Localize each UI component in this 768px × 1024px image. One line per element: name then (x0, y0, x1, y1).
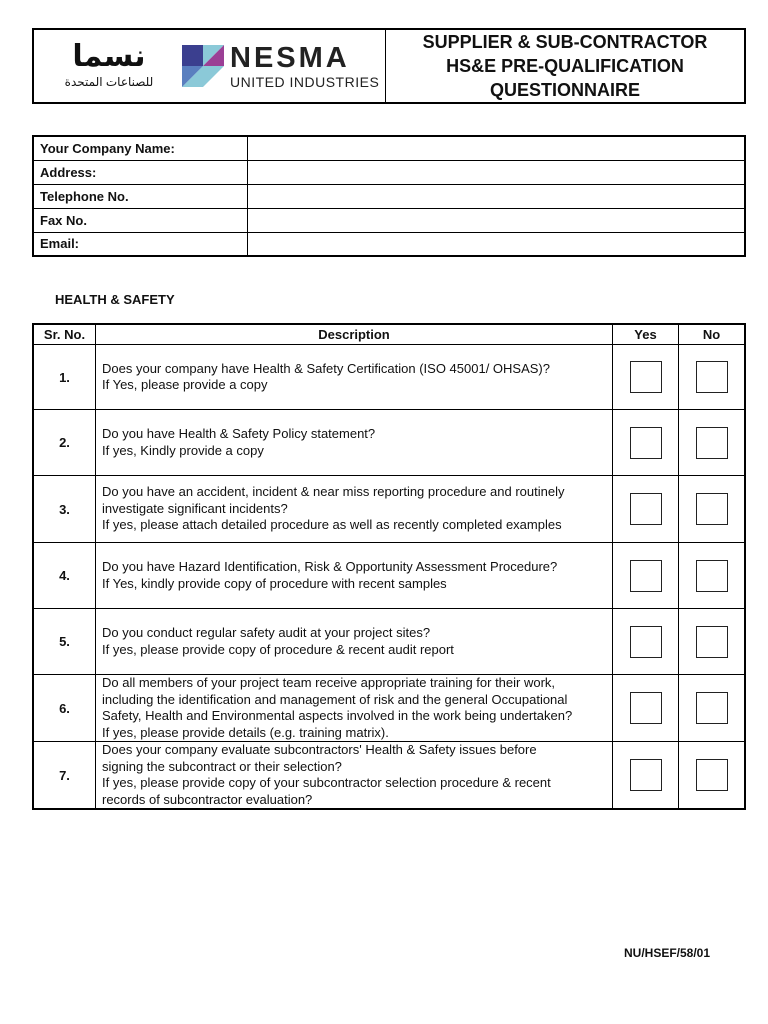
question-line: If yes, please attach detailed procedure as well as recently completed examples (102, 517, 562, 533)
no-cell (679, 543, 746, 609)
info-row (33, 232, 745, 256)
question-line: including the identification and management of risk and the general Occupational (102, 691, 568, 707)
arabic-brand-name: نسما (72, 40, 146, 73)
question-line: If yes, Kindly provide a copy (102, 442, 264, 458)
yes-cell (613, 609, 679, 675)
yes-checkbox[interactable] (630, 692, 662, 724)
yes-checkbox[interactable] (630, 759, 662, 791)
question-number: 1. (33, 345, 96, 410)
question-number: 3. (33, 476, 96, 543)
document-header (32, 28, 746, 104)
question-row (33, 476, 745, 543)
yes-cell (613, 675, 679, 742)
question-line: Do you conduct regular safety audit at your project sites? (102, 625, 431, 640)
question-row (33, 742, 745, 810)
yes-checkbox[interactable] (630, 427, 662, 459)
yes-checkbox[interactable] (630, 493, 662, 525)
col-header-description: Description (96, 324, 613, 345)
yes-checkbox[interactable] (630, 361, 662, 393)
info-label: Your Company Name: (33, 136, 247, 160)
info-value-field[interactable] (247, 208, 745, 232)
info-label: Email: (33, 232, 247, 256)
question-number: 4. (33, 543, 96, 609)
no-cell (679, 410, 746, 476)
question-line: Does your company evaluate subcontractors' Health & Safety issues before (102, 742, 537, 757)
no-cell (679, 345, 746, 410)
question-description (96, 543, 613, 609)
question-line: If yes, please provide copy of your subcontractor selection procedure & recent (102, 775, 551, 790)
company-logo (34, 30, 386, 102)
title-line: HS&E PRE-QUALIFICATION (446, 56, 684, 76)
no-checkbox[interactable] (696, 692, 728, 724)
document-title (386, 30, 744, 102)
info-value-field[interactable] (247, 160, 745, 184)
question-line: Safety, Health and Environmental aspects involved in the work being undertaken? (102, 708, 573, 723)
title-line: SUPPLIER & SUB-CONTRACTOR (422, 32, 708, 52)
info-label: Address: (33, 160, 247, 184)
no-checkbox[interactable] (696, 560, 728, 592)
question-description (96, 675, 613, 742)
question-description (96, 410, 613, 476)
question-line: Does your company have Health & Safety Certification (ISO 45001/ OHSAS)? (102, 360, 550, 376)
no-cell (679, 609, 746, 675)
yes-checkbox[interactable] (630, 560, 662, 592)
table-header-row (33, 324, 745, 345)
brand-block (230, 43, 379, 90)
question-row (33, 345, 745, 410)
question-number: 7. (33, 742, 96, 810)
questionnaire-table (32, 323, 746, 810)
info-value-field[interactable] (247, 184, 745, 208)
question-row (33, 609, 745, 675)
yes-cell (613, 345, 679, 410)
question-number: 6. (33, 675, 96, 742)
info-row (33, 208, 745, 232)
info-label: Telephone No. (33, 184, 247, 208)
question-number: 2. (33, 410, 96, 476)
no-checkbox[interactable] (696, 759, 728, 791)
question-row (33, 410, 745, 476)
section-title: HEALTH & SAFETY (55, 292, 175, 307)
question-line: If Yes, kindly provide copy of procedure with recent samples (102, 575, 447, 591)
question-description (96, 345, 613, 410)
question-description (96, 742, 613, 810)
info-row (33, 160, 745, 184)
question-line: signing the subcontract or their selection? (102, 758, 342, 774)
title-line: QUESTIONNAIRE (489, 80, 640, 100)
arabic-brand-subtitle: للصناعات المتحدة (64, 75, 154, 89)
no-checkbox[interactable] (696, 493, 728, 525)
col-header-yes: Yes (613, 324, 679, 345)
yes-cell (613, 410, 679, 476)
question-line: Do you have Hazard Identification, Risk & Opportunity Assessment Procedure? (102, 559, 558, 574)
question-line: Do you have an accident, incident & near miss reporting procedure and routinely (102, 484, 565, 500)
question-row (33, 675, 745, 742)
question-line: records of subcontractor evaluation? (102, 791, 313, 807)
company-info-table (32, 135, 746, 257)
info-value-field[interactable] (247, 232, 745, 256)
no-checkbox[interactable] (696, 361, 728, 393)
yes-cell (613, 742, 679, 810)
brand-name: NESMA (230, 41, 350, 74)
logo-mark-icon (182, 45, 224, 87)
question-line: If yes, please provide details (e.g. training matrix). (102, 724, 389, 740)
no-cell (679, 675, 746, 742)
question-row (33, 543, 745, 609)
col-header-sr: Sr. No. (33, 324, 96, 345)
no-checkbox[interactable] (696, 427, 728, 459)
yes-checkbox[interactable] (630, 626, 662, 658)
question-number: 5. (33, 609, 96, 675)
yes-cell (613, 543, 679, 609)
brand-subtitle: UNITED INDUSTRIES (230, 73, 380, 90)
no-cell (679, 476, 746, 543)
yes-cell (613, 476, 679, 543)
question-line: Do all members of your project team receive appropriate training for their work, (102, 675, 556, 690)
question-description (96, 476, 613, 543)
question-line: If Yes, please provide a copy (102, 377, 268, 392)
arabic-logo (40, 42, 178, 90)
col-header-no: No (679, 324, 746, 345)
question-line: Do you have Health & Safety Policy statement? (102, 426, 376, 441)
no-checkbox[interactable] (696, 626, 728, 658)
info-row (33, 136, 745, 160)
no-cell (679, 742, 746, 810)
info-label: Fax No. (33, 208, 247, 232)
document-code: NU/HSEF/58/01 (624, 946, 711, 960)
question-line: If yes, please provide copy of procedure & recent audit report (102, 641, 454, 657)
question-line: investigate significant incidents? (102, 500, 288, 516)
info-row (33, 184, 745, 208)
question-description (96, 609, 613, 675)
info-value-field[interactable] (247, 136, 745, 160)
